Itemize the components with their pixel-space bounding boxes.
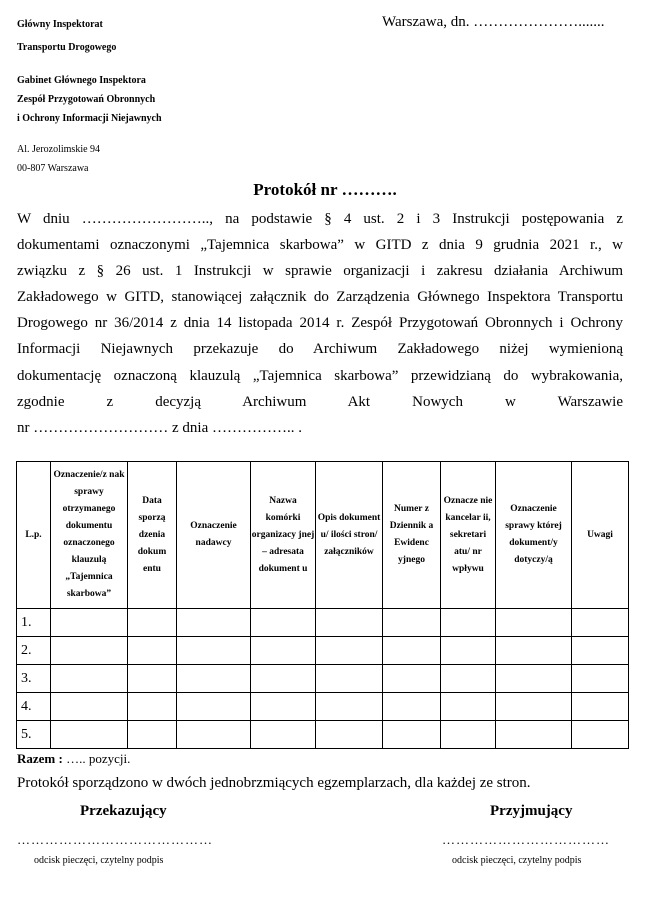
table-cell xyxy=(51,693,128,721)
table-row xyxy=(17,665,629,693)
table-cell xyxy=(51,637,128,665)
table-row xyxy=(17,721,629,749)
row-number: 3. xyxy=(17,665,51,693)
table-cell xyxy=(572,609,629,637)
table-cell xyxy=(441,637,496,665)
column-header-office-mark: Oznacze nie kancelar ii, sekretari atu/ nr wpływu xyxy=(441,462,496,609)
dept-line-1: Gabinet Głównego Inspektora xyxy=(17,75,146,86)
intro-line: Informacji Niejawnych przekazuje do Archiwum Zakładowego niżej wymienioną xyxy=(17,341,623,358)
intro-line: W dniu …………………….., na podstawie § 4 ust. 2 i 3 Instrukcji postępowania z xyxy=(17,211,623,227)
table-cell xyxy=(177,665,251,693)
row-number: 4. xyxy=(17,693,51,721)
table-cell xyxy=(177,721,251,749)
total-label: Razem : xyxy=(17,751,63,766)
table-cell xyxy=(177,637,251,665)
table-cell xyxy=(572,665,629,693)
documents-table xyxy=(16,461,629,749)
column-header-sender: Oznaczenie nadawcy xyxy=(177,462,251,609)
table-cell xyxy=(251,721,316,749)
table-cell xyxy=(51,665,128,693)
intro-line: dokumentami oznaczonymi „Tajemnica skarbowa” w GITD z dnia 9 grudnia 2021 r., w xyxy=(17,237,623,254)
table-cell xyxy=(496,609,572,637)
table-cell xyxy=(316,609,383,637)
table-cell xyxy=(251,637,316,665)
closing-statement: Protokół sporządzono w dwóch jednobrzmiących egzemplarzach, dla każdej ze stron. xyxy=(17,775,531,791)
table-cell xyxy=(496,693,572,721)
table-row xyxy=(17,637,629,665)
table-cell xyxy=(572,637,629,665)
handing-over-signature-line: …………………………………… xyxy=(17,832,213,847)
column-header-description: Opis dokument u/ ilości stron/ załączników xyxy=(316,462,383,609)
table-cell xyxy=(316,637,383,665)
table-cell xyxy=(177,693,251,721)
column-header-lp: L.p. xyxy=(17,462,51,609)
intro-paragraph xyxy=(17,206,623,441)
row-number: 5. xyxy=(17,721,51,749)
table-cell xyxy=(128,693,177,721)
table-cell xyxy=(128,665,177,693)
column-header-date: Data sporzą dzenia dokum entu xyxy=(128,462,177,609)
table-cell xyxy=(383,609,441,637)
table-cell xyxy=(251,609,316,637)
table-cell xyxy=(572,693,629,721)
intro-line: Zakładowego w GITD, stanowiącej załącznik do Zarządzenia Głównego Inspektora Transportu xyxy=(17,289,623,306)
intro-line: zgodnie z decyzją Archiwum Akt Nowych w Warszawie xyxy=(17,393,623,410)
document-title: Protokół nr ………. xyxy=(253,180,397,199)
table-cell xyxy=(128,637,177,665)
place-and-date: Warszawa, dn. …………………....... xyxy=(382,14,605,30)
table-cell xyxy=(251,693,316,721)
table-cell xyxy=(51,721,128,749)
column-header-related-case: Oznaczenie sprawy której dokument/y dotyczy/ą xyxy=(496,462,572,609)
receiving-role: Przyjmujący xyxy=(490,803,573,819)
column-header-remarks: Uwagi xyxy=(572,462,629,609)
column-header-case-mark: Oznaczenie/z nak sprawy otrzymanego dokumentu oznaczonego klauzulą „Tajemnica skarbowa” xyxy=(51,462,128,609)
table-cell xyxy=(383,637,441,665)
table-cell xyxy=(496,637,572,665)
total-value: ….. pozycji. xyxy=(66,751,131,766)
intro-line: Drogowego nr 36/2014 z dnia 14 listopada 2014 r. Zespół Przygotowań Obronnych i Ochrony xyxy=(17,315,623,332)
row-number: 1. xyxy=(17,609,51,637)
table-cell xyxy=(496,665,572,693)
table-cell xyxy=(51,609,128,637)
table-cell xyxy=(496,721,572,749)
table-cell xyxy=(316,693,383,721)
table-cell xyxy=(383,693,441,721)
table-cell xyxy=(441,665,496,693)
intro-line: związku z § 26 ust. 1 Instrukcji w sprawie organizacji i zakresu działania Archiwum xyxy=(17,263,623,280)
receiving-signature-line: ……………………………… xyxy=(442,832,610,847)
table-cell xyxy=(128,609,177,637)
table-cell xyxy=(572,721,629,749)
total-line xyxy=(17,751,130,767)
table-cell xyxy=(251,665,316,693)
table-cell xyxy=(316,665,383,693)
address-line-2: 00-807 Warszawa xyxy=(17,163,89,174)
handing-over-role: Przekazujący xyxy=(80,803,167,819)
org-name-line-2: Transportu Drogowego xyxy=(17,42,117,53)
dept-line-3: i Ochrony Informacji Niejawnych xyxy=(17,113,162,124)
table-cell xyxy=(441,693,496,721)
dept-line-2: Zespół Przygotowań Obronnych xyxy=(17,94,156,105)
address-line-1: Al. Jerozolimskie 94 xyxy=(17,144,101,155)
table-header-row xyxy=(17,462,629,609)
handing-over-signature-note: odcisk pieczęci, czytelny podpis xyxy=(34,855,164,866)
org-name-line-1: Główny Inspektorat xyxy=(17,19,103,30)
table-cell xyxy=(441,721,496,749)
row-number: 2. xyxy=(17,637,51,665)
table-cell xyxy=(177,609,251,637)
table-row xyxy=(17,609,629,637)
intro-line: nr ……………………… z dnia …………….. . xyxy=(17,419,302,436)
table-cell xyxy=(441,609,496,637)
table-cell xyxy=(383,665,441,693)
table-cell xyxy=(383,721,441,749)
table-cell xyxy=(128,721,177,749)
column-header-register-number: Numer z Dziennik a Ewidenc yjnego xyxy=(383,462,441,609)
table-cell xyxy=(316,721,383,749)
receiving-signature-note: odcisk pieczęci, czytelny podpis xyxy=(452,855,582,866)
intro-line: dokumentację oznaczoną klauzulą „Tajemnica skarbowa” przewidzianą do wybrakowania, xyxy=(17,367,623,384)
table-row xyxy=(17,693,629,721)
column-header-recipient-unit: Nazwa komórki organizacy jnej – adresata dokument u xyxy=(251,462,316,609)
